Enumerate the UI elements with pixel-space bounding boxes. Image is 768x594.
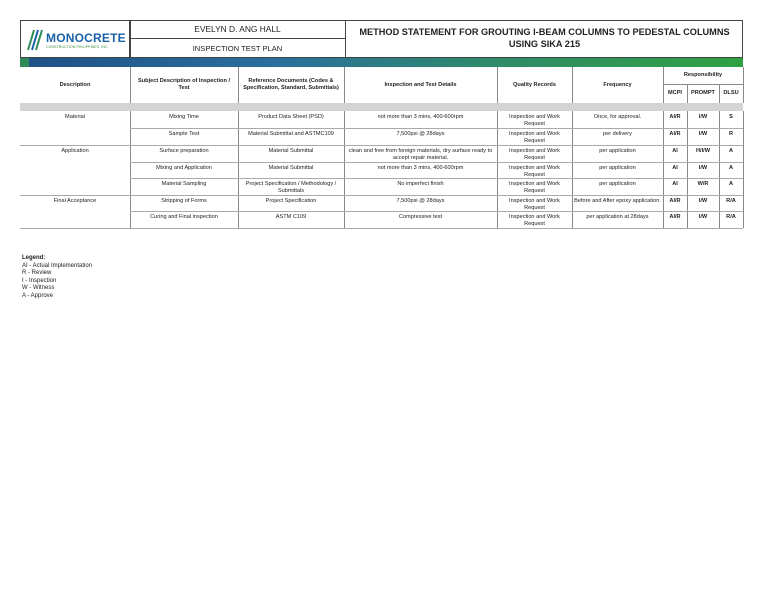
legend [22,255,92,301]
cell-reference: Product Data Sheet (PSD) [258,114,324,120]
header-color-accent [20,58,29,67]
cell-records: Inspection and Work Request [509,198,560,211]
grid-line [20,145,743,146]
cell-prompt: I/W [698,131,708,137]
col-header-records: Quality Records [513,81,556,88]
cell-records: Inspection and Work Request [509,214,560,227]
cell-records: Inspection and Work Request [509,165,560,178]
cell-dlsu: A [728,165,734,171]
col-header-reference: Reference Documents (Codes & Specification, Standard, Submittals) [243,78,339,91]
cell-dlsu: S [729,114,733,120]
cell-dlsu: R/A [726,214,736,220]
cell-mcpi: AI [672,165,678,171]
cell-records: Inspection and Work Request [509,181,560,194]
cell-mcpi: AI [672,148,678,154]
grid-line [130,128,743,129]
cell-details: No imperfect finish [397,181,444,187]
cell-mcpi: AI/R [669,198,681,204]
table-header-separator [20,103,743,111]
project-name: EVELYN D. ANG HALL [130,20,345,39]
plan-title: INSPECTION TEST PLAN [192,44,283,53]
cell-frequency: Once, for approval. [593,114,642,120]
header-divider [130,20,131,58]
cell-reference: Project Specification / Methodology / Submittals [245,181,337,194]
cell-frequency: Before and After epoxy application. [574,198,661,204]
cell-prompt: W/R [697,181,709,187]
cell-frequency: per application [599,148,636,154]
cell-dlsu: R [728,131,734,137]
cell-prompt: I/W [698,114,708,120]
grid-line [130,178,743,179]
cell-details: 7,500psi @ 28days [396,198,445,204]
cell-records: Inspection and Work Request [509,114,560,127]
cell-records: Inspection and Work Request [509,131,560,144]
col-header-details: Inspection and Test Details [384,81,457,88]
grid-line [130,67,131,103]
cell-subject: Sample Test [168,131,200,137]
cell-mcpi: AI/R [669,114,681,120]
legend-item: I - Inspection [22,277,57,284]
cell-reference: Material Submittal and ASTMC109 [248,131,334,137]
cell-frequency: per application [599,165,636,171]
cell-subject: Mixing Time [169,114,199,120]
cell-prompt: I/W [698,198,708,204]
col-header-description: Description [59,81,91,88]
cell-reference: Material Submittal [268,165,314,171]
cell-reference: Project Specification [265,198,317,204]
method-statement-title: METHOD STATEMENT FOR GROUTING I-BEAM COLUMNS TO PEDESTAL COLUMNS USING SIKA 215 [345,20,743,58]
logo-mark-icon [26,28,44,52]
grid-line [663,67,664,103]
cell-subject: Stripping of Forms [161,198,207,204]
legend-item: W - Witness [22,285,55,292]
cell-frequency: per application at 28days [586,214,649,220]
cell-dlsu: A [728,181,734,187]
cell-records: Inspection and Work Request [509,148,560,161]
col-header-prompt: PROMPT [691,90,715,96]
cell-details: clean and free from foreign materials, dry surface ready to accept repair material. [348,148,493,161]
grid-line [130,211,743,212]
grid-line [687,84,688,103]
cell-dlsu: A [728,148,734,154]
grid-line [344,67,345,103]
cell-subject: Surface preparation [159,148,209,154]
company-logo [26,28,126,54]
cell-frequency: per application [599,181,636,187]
col-header-dlsu: DLSU [723,90,739,96]
legend-item: R - Review [22,270,52,277]
cell-description: Final Acceptance [53,198,97,204]
cell-subject: Mixing and Application [156,165,212,171]
cell-subject: Material Sampling [161,181,207,187]
cell-prompt: I/W [698,165,708,171]
logo-wordmark: MONOCRETE [46,31,126,45]
cell-frequency: per delivery [603,131,632,137]
cell-details: not more than 3 mins, 400-600rpm [377,165,464,171]
cell-description: Material [65,114,85,120]
cell-dlsu: R/A [726,198,736,204]
grid-line [130,162,743,163]
grid-line [20,228,743,229]
col-header-frequency: Frequency [603,81,632,88]
cell-description: Application [61,148,89,154]
cell-details: Compressive test [398,214,443,220]
grid-line [743,111,744,228]
cell-prompt: H/I/W [696,148,710,154]
grid-line [719,84,720,103]
grid-line [238,67,239,103]
legend-item: A - Approve [22,292,54,299]
cell-mcpi: AI/R [669,131,681,137]
cell-reference: Material Submittal [268,148,314,154]
cell-details: 7,500psi @ 28days [396,131,445,137]
col-header-subject: Subject Description of Inspection / Test [138,78,230,91]
cell-prompt: I/W [698,214,708,220]
legend-title: Legend: [22,255,46,261]
cell-mcpi: AI [672,181,678,187]
logo-subtext: CONSTRUCTION PHILIPPINES, INC. [46,45,109,49]
header-color-band [20,58,743,67]
grid-line [663,84,743,85]
logo-cell [20,20,130,58]
cell-reference: ASTM C109 [275,214,307,220]
col-header-mcpi: MCPI [668,90,682,96]
col-header-responsibility: Responsibility [683,72,723,78]
grid-line [743,67,744,103]
legend-item: AI - Actual Implementation [22,262,93,269]
cell-subject: Curing and Final inspection [150,214,218,220]
grid-line [20,195,743,196]
grid-line [572,67,573,103]
grid-line [497,67,498,103]
cell-mcpi: AI/R [669,214,681,220]
cell-details: not more than 3 mins, 400-600rpm [377,114,464,120]
